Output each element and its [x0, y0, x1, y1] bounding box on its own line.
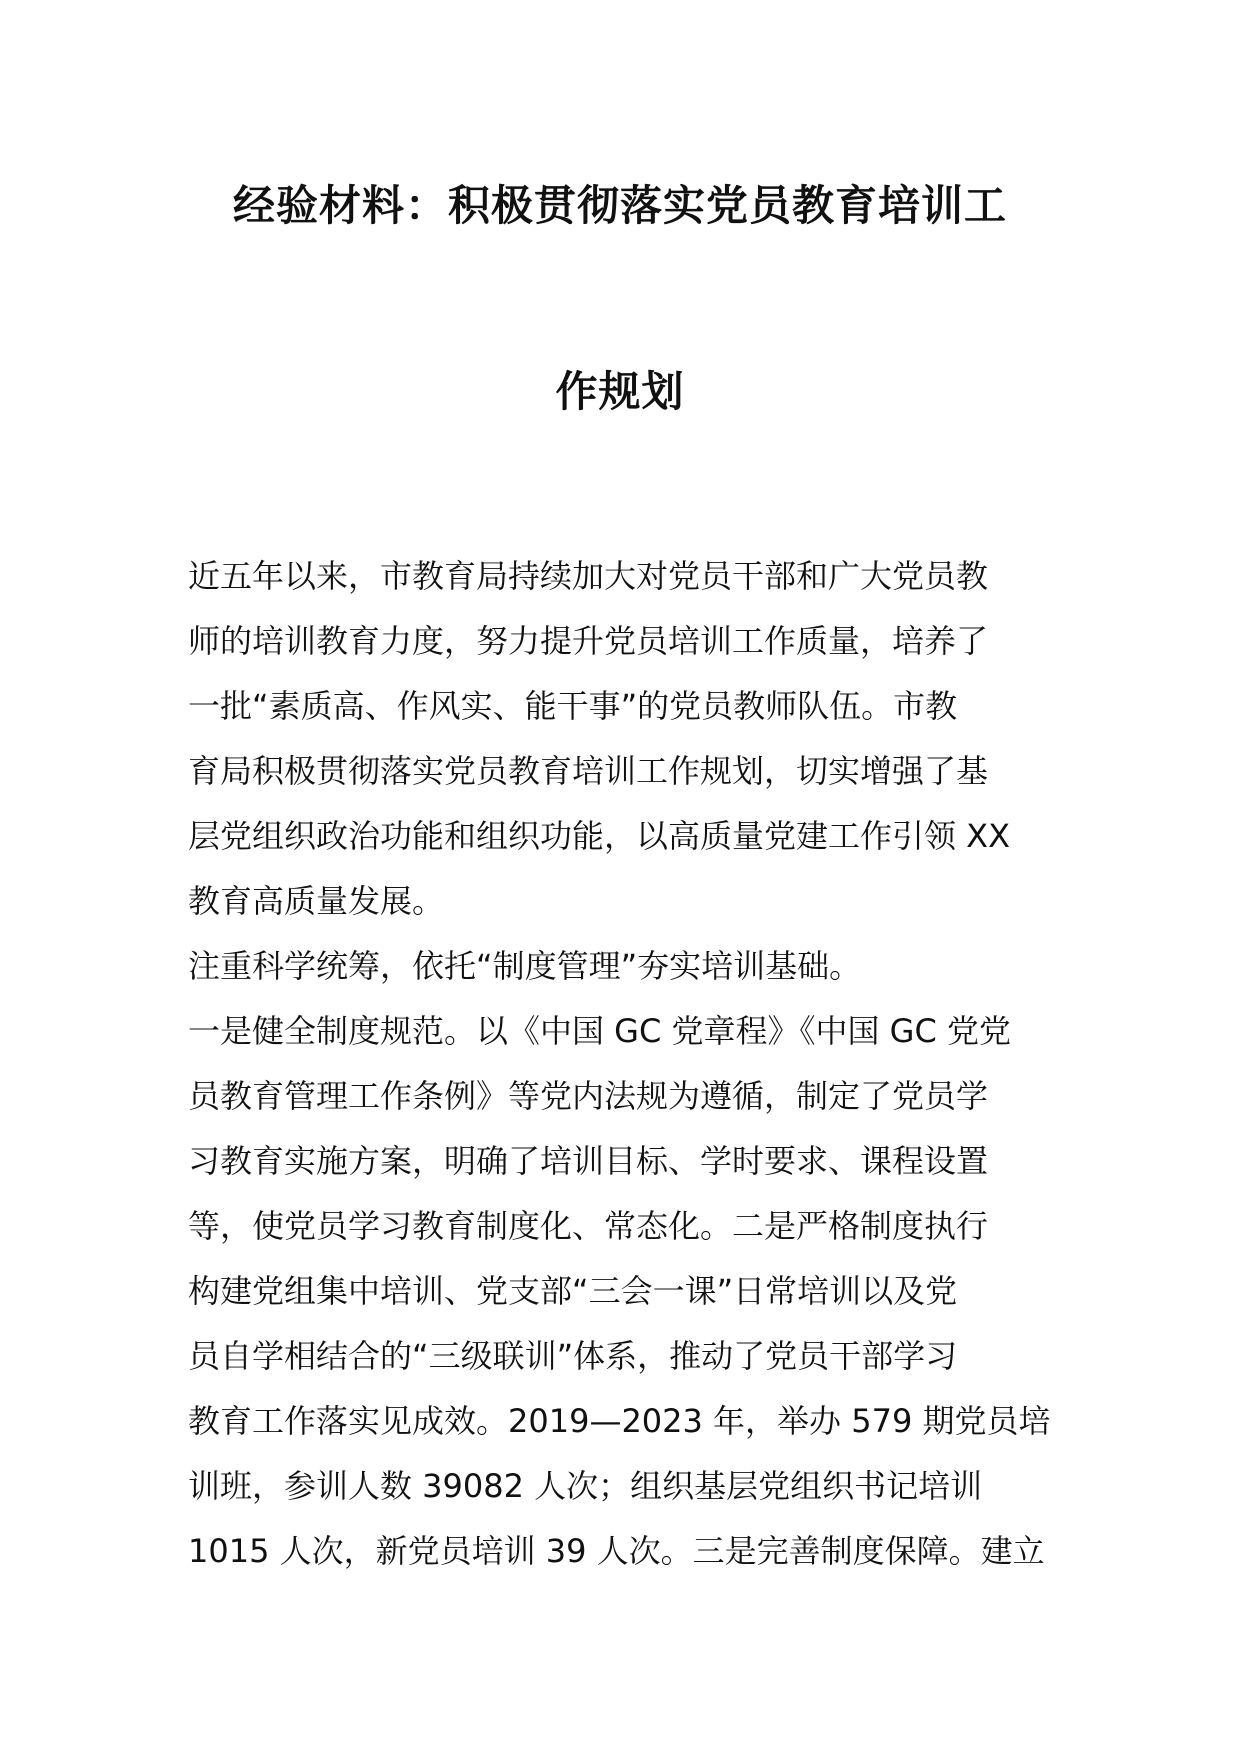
body-line-5: 层党组织政治功能和组织功能，以高质量党建工作引领 XX	[188, 817, 1011, 855]
body-line-9: 员教育管理工作条例》等党内法规为遵循，制定了党员学	[188, 1077, 989, 1115]
body-line-4: 育局积极贯彻落实党员教育培训工作规划，切实增强了基	[188, 752, 989, 790]
body-line-8: 一是健全制度规范。以《中国 GC 党章程》《中国 GC 党党	[188, 1012, 1011, 1050]
body-line-16: 1015 人次，新党员培训 39 人次。三是完善制度保障。建立	[188, 1532, 1045, 1570]
body-line-14: 教育工作落实见成效。2019—2023 年，举办 579 期党员培	[188, 1402, 1051, 1440]
body-line-1: 近五年以来，市教育局持续加大对党员干部和广大党员教	[188, 557, 989, 595]
body-line-13: 员自学相结合的“三级联训”体系，推动了党员干部学习	[188, 1337, 958, 1375]
body-line-11: 等，使党员学习教育制度化、常态化。二是严格制度执行	[188, 1207, 989, 1245]
document-title-line-1: 经验材料：积极贯彻落实党员教育培训工	[232, 181, 1007, 230]
document-body	[188, 544, 1058, 1584]
body-line-15: 训班，参训人数 39082 人次；组织基层党组织书记培训	[188, 1467, 983, 1505]
body-line-10: 习教育实施方案，明确了培训目标、学时要求、课程设置	[188, 1142, 989, 1180]
body-line-3: 一批“素质高、作风实、能干事”的党员教师队伍。市教	[188, 687, 958, 725]
body-line-2: 师的培训教育力度，努力提升党员培训工作质量，培养了	[188, 622, 989, 660]
document-title-line-2: 作规划	[555, 367, 685, 416]
body-line-6: 教育高质量发展。	[188, 882, 445, 920]
body-line-12: 构建党组集中培训、党支部“三会一课”日常培训以及党	[188, 1272, 958, 1310]
body-line-7: 注重科学统筹，依托“制度管理”夯实培训基础。	[188, 947, 862, 985]
